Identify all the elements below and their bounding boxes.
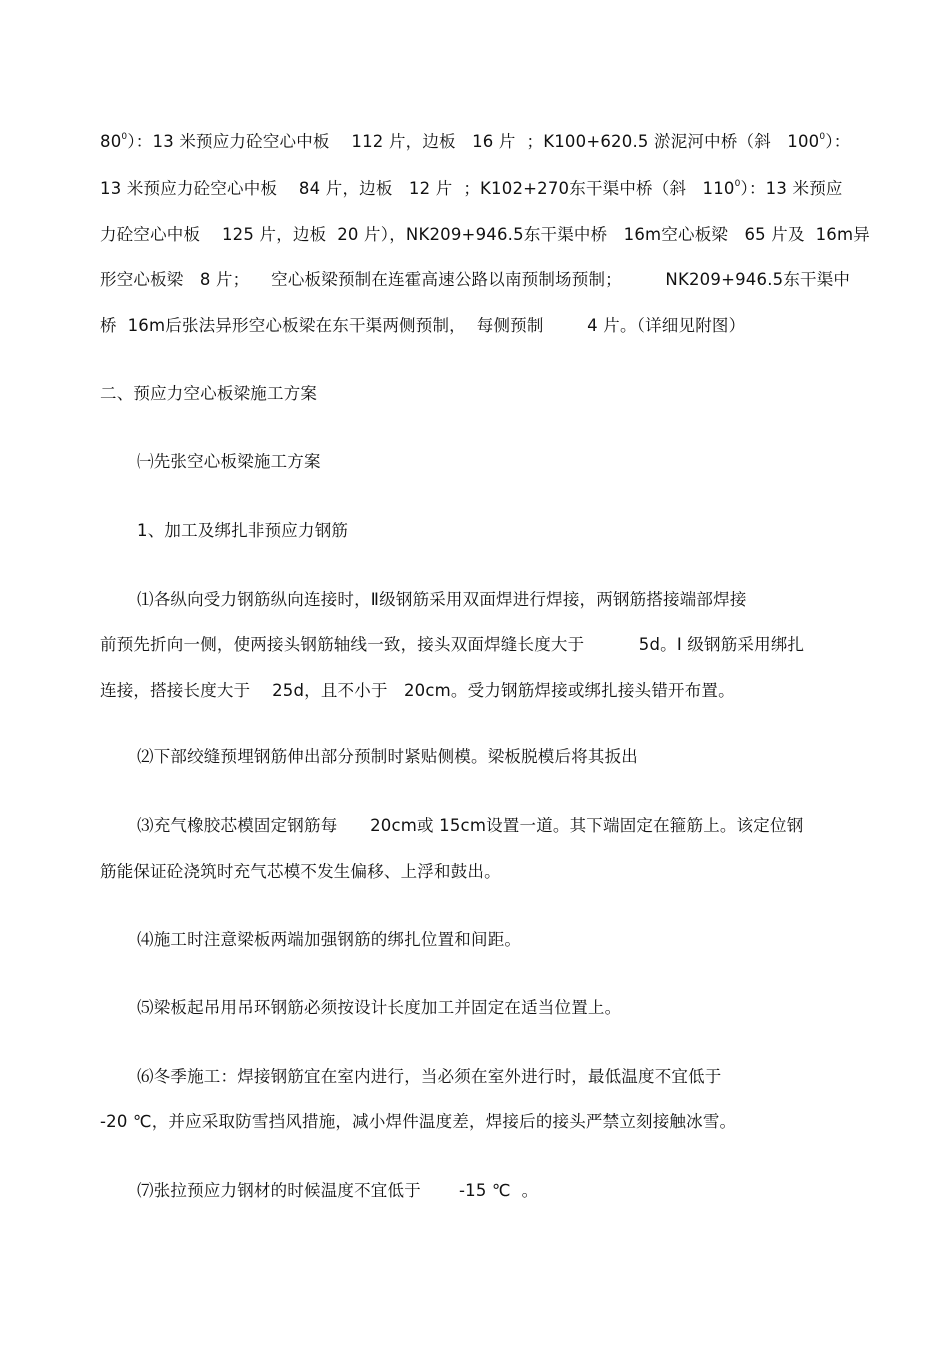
intro-line-3: 力砼空心中板 125 片，边板 20 片），NK209+946.5东干渠中桥 16m空心板梁 65 片及 16m异 [100, 225, 870, 244]
step-3-line-2: 筋能保证砼浇筑时充气芯模不发生偏移、上浮和鼓出。 [100, 862, 501, 881]
step-6-line-1: ⑹冬季施工：焊接钢筋宜在室内进行，当必须在室外进行时，最低温度不宜低于 [137, 1067, 722, 1086]
step-7: ⑺张拉预应力钢材的时候温度不宜低于 -15 ℃ 。 [137, 1181, 539, 1200]
step-1-line-2: 前预先折向一侧，使两接头钢筋轴线一致，接头双面焊缝长度大于 5d。Ⅰ 级钢筋采用绑扎 [100, 635, 805, 654]
section-heading: 二、预应力空心板梁施工方案 [100, 384, 318, 403]
step-4: ⑷施工时注意梁板两端加强钢筋的绑扎位置和间距。 [137, 930, 522, 949]
step-6-line-2: -20 ℃，并应采取防雪挡风措施，减小焊件温度差，焊接后的接头严禁立刻接触冰雪。 [100, 1112, 737, 1131]
intro-line-4: 形空心板梁 8 片； 空心板梁预制在连霍高速公路以南预制场预制； NK209+946.5东干渠中 [100, 270, 851, 289]
intro-line-1: $80^0$）：13 米预应力砼空心中板 112 片，边板 16 片 ；K100+620.5 淤泥河中桥（斜 $100^0$）： [100, 132, 851, 151]
intro-line-5: 桥 16m后张法异形空心板梁在东干渠两侧预制， 每侧预制 4 片。（详细见附图） [100, 316, 746, 335]
step-3-line-1: ⑶充气橡胶芯模固定钢筋每 20cm或 15cm设置一道。其下端固定在箍筋上。该定位钢 [137, 816, 804, 835]
step-5: ⑸梁板起吊用吊环钢筋必须按设计长度加工并固定在适当位置上。 [137, 998, 622, 1017]
subsection-heading: ㈠先张空心板梁施工方案 [137, 452, 321, 471]
intro-line-2: 13 米预应力砼空心中板 84 片，边板 12 片 ；K102+270东干渠中桥（斜 $110^0$）：13 米预应 [100, 179, 843, 198]
step-2: ⑵下部绞缝预埋钢筋伸出部分预制时紧贴侧模。梁板脱模后将其扳出 [137, 747, 638, 766]
step-1-line-1: ⑴各纵向受力钢筋纵向连接时，Ⅱ级钢筋采用双面焊进行焊接，两钢筋搭接端部焊接 [137, 590, 747, 609]
item-heading: 1、加工及绑扎非预应力钢筋 [137, 521, 349, 540]
step-1-line-3: 连接，搭接长度大于 25d，且不小于 20cm。受力钢筋焊接或绑扎接头错开布置。 [100, 681, 735, 700]
